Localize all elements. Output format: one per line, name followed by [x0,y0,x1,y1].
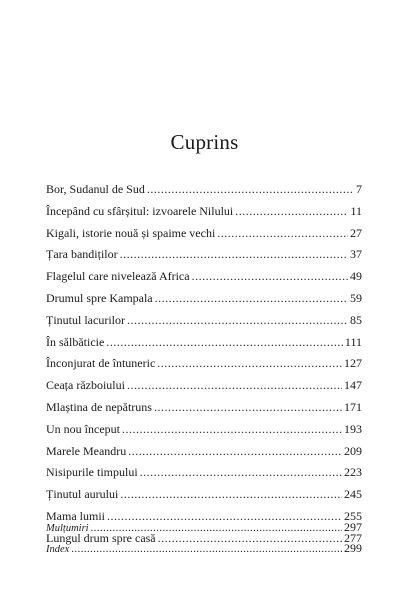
toc-entry-title: Ținutul aurului [46,487,119,502]
toc-entry-title: Mama lumii [46,508,105,523]
table-of-contents [46,179,362,550]
toc-entry-title: Nisipurile timpului [46,465,138,480]
toc-entry [46,484,362,506]
dot-leader [140,462,342,484]
toc-entry-title: În sălbăticie [46,334,105,349]
dot-leader [91,518,342,539]
toc-entry-page: 245 [344,487,362,502]
toc-entry-title: Kigali, istorie nouă și spaime vechi [46,225,216,240]
toc-entry-title: Drumul spre Kampala [46,290,153,305]
toc-entry-page: 255 [344,508,362,523]
toc-entry-page: 37 [350,247,362,262]
toc-entry [46,375,362,397]
toc-entry-title: Înconjurat de întuneric [46,356,156,371]
toc-entry-title: Mulțumiri [46,523,89,534]
dot-leader [127,375,342,397]
toc-entry-title: Flagelul care nivelează Africa [46,269,190,284]
toc-entry-title: Ținutul lacurilor [46,312,125,327]
toc-entry-title: Marele Meandru [46,443,127,458]
dot-leader [127,310,348,332]
toc-entry [46,266,362,288]
toc-entry-page: 11 [350,203,362,218]
dot-leader [120,244,348,266]
dot-leader [122,419,342,441]
toc-entry-page: 277 [344,530,362,545]
toc-entry-title: Mlaștina de nepătruns [46,399,152,414]
dot-leader [147,179,354,201]
toc-entry-page: 7 [356,182,362,196]
toc-entry-title: Ceața războiului [46,378,125,393]
toc-entry-page: 27 [350,225,362,240]
dot-leader [157,353,342,375]
toc-entry [46,353,362,375]
back-matter-list [46,517,362,559]
toc-entry-page: 171 [344,399,362,414]
dot-leader [106,332,343,354]
toc-entry-title: Începând cu sfârșitul: izvoarele Nilului [46,203,234,218]
toc-entry-title: Index [46,544,70,555]
toc-entry [46,419,362,441]
dot-leader [120,484,342,506]
dot-leader [128,441,342,463]
toc-entry-page: 147 [344,378,362,393]
toc-entry-title: Țara bandiților [46,247,118,262]
page-title: Cuprins [170,130,239,154]
toc-entry [46,179,362,201]
toc-entry-title: Bor, Sudanul de Sud [46,182,145,196]
toc-entry-page: 127 [344,356,362,371]
toc-entry-page: 193 [344,421,362,436]
dot-leader [154,397,342,419]
toc-entry [46,288,362,310]
dot-leader [217,223,348,245]
toc-entry [46,462,362,484]
toc-entry-page: 59 [350,290,362,305]
toc-entry-page: 223 [344,465,362,480]
toc-entry-page: 209 [344,443,362,458]
toc-entry [46,201,362,223]
toc-entry-title: Un nou început [46,421,120,436]
dot-leader [71,539,342,560]
toc-entry-page: 85 [350,312,362,327]
toc-entry [46,310,362,332]
toc-entry [46,538,362,559]
dot-leader [235,201,348,223]
toc-entry-title: Lungul drum spre casă [46,530,156,545]
toc-entry-page: 297 [344,520,362,534]
toc-entry [46,397,362,419]
toc-entry [46,441,362,463]
dot-leader [155,288,348,310]
toc-entry [46,244,362,266]
toc-entry [46,332,362,354]
toc-entry-page: 49 [350,269,362,284]
toc-entry [46,223,362,245]
toc-entry-page: 111 [344,334,362,349]
toc-entry [46,517,362,538]
toc-entry-page: 299 [344,541,362,555]
dot-leader [192,266,348,288]
